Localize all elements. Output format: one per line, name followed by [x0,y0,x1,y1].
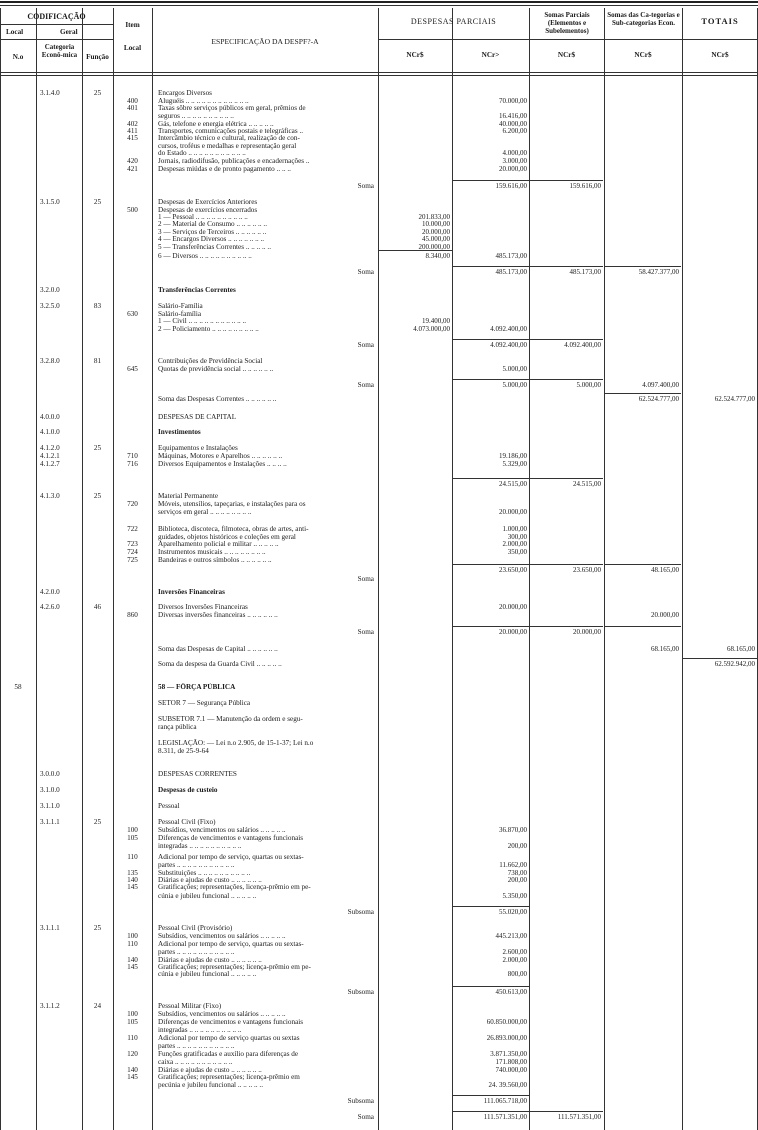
header-somas-categorias: Somas das Ca-tegorias e Sub-categorias Econ. [607,11,680,27]
especificacao-text: SETOR 7 — Segurança Pública [158,699,251,707]
funcao-code: 25 [93,492,102,500]
especificacao-text: 2 — Material de Consumo .. .. .. .. .. .. [158,220,267,228]
especificacao-text: Adicional por tempo de serviço quartas ou sextas [158,1034,300,1042]
especificacao-text: rança pública [158,723,197,731]
categoria-code: 4.1.0.0 [40,428,60,436]
header-ncr-5: NCr$ [711,51,729,59]
especificacao-text: Instrumentos musicais .. .. .. .. .. .. .. .. [158,548,266,556]
especificacao-text: Adicional por tempo de serviço, quartas ou sextas- [158,940,304,948]
especificacao-text: do Estado .. .. .. .. .. .. .. .. .. .. .. [158,149,246,157]
funcao-code: 81 [93,357,102,365]
sum-rule-v2 [452,626,529,627]
especificacao-text: Gratificações; representações; licença-prêmio em pe- [158,963,311,971]
especificacao-text: Material Permanente [158,492,219,500]
especificacao-text: Investimentos [158,428,201,436]
value-v2: 485.173,00 [495,268,527,276]
especificacao-text: 2 — Policiamento .. .. .. .. .. .. .. .. .. [158,325,259,333]
item-code: 710 [127,452,138,460]
especificacao-text: Diárias e ajudas de custo .. .. .. .. .. .. [158,876,262,884]
value-v2: 16.416,00 [499,112,527,120]
especificacao-text: Subsídios, vencimentos ou salários .. .. .. .. .. [158,932,286,940]
categoria-code: 4.0.0.0 [40,413,60,421]
value-v1: 201.833,00 [418,213,450,221]
categoria-code: 4.1.2.1 [40,452,60,460]
value-v4: 4.097.400,00 [642,381,679,389]
especificacao-text: Salário-Família [158,302,203,310]
item-code: 145 [127,883,138,891]
soma-label: Subsoma [347,908,374,916]
item-code: 120 [127,1050,138,1058]
item-code: 421 [127,165,138,173]
especificacao-text: Diversas inversões financeiras .. .. .. .. .. .. [158,611,278,619]
especificacao-text: Diárias e ajudas de custo .. .. .. .. .. .. [158,956,262,964]
soma-label: Soma [357,268,374,276]
sum-rule-v2 [452,1111,529,1112]
header-item: Item [125,21,140,29]
col-rule-v1 [452,8,453,1130]
soma-label: Subsoma [347,988,374,996]
sum-rule-v2 [452,1095,529,1096]
value-v2: 4.092.400,00 [490,341,527,349]
especificacao-text: Contribuições de Previdência Social [158,357,263,365]
sum-rule-v2 [452,906,529,907]
header-ncr-2: NCr> [481,51,500,59]
especificacao-text: Subsídios, vencimentos ou salários .. .. .. .. .. [158,1010,286,1018]
item-code: 145 [127,1073,138,1081]
value-v2: 738,00 [507,869,527,877]
value-v3: 4.092.400,00 [564,341,601,349]
funcao-code: 25 [93,924,102,932]
sum-rule-v3 [529,266,603,267]
especificacao-text: partes .. .. .. .. .. .. .. .. .. .. .. [158,948,235,956]
categoria-code: 3.1.1.1 [40,924,60,932]
sum-rule-v3 [529,339,603,340]
value-v2: 2.600,00 [502,948,527,956]
value-v2: 70.000,00 [499,97,527,105]
value-v5: 68.165,00 [727,645,755,653]
categoria-code: 4.1.2.7 [40,460,60,468]
soma-label: Soma [357,182,374,190]
value-v1: 8.340,00 [425,252,450,260]
categoria-code: 3.1.0.0 [40,786,60,794]
header-no: N.o [12,53,24,61]
item-code: 105 [127,1018,138,1026]
sum-rule-v3 [529,626,603,627]
sum-rule-v3 [529,478,603,479]
value-v2: 20.000,00 [499,508,527,516]
especificacao-text: Aparelhamento policial e militar .. .. .. .. .. [158,540,279,548]
value-v2: 6.200,00 [502,127,527,135]
value-v2: 740.000,00 [495,1066,527,1074]
categoria-code: 3.1.1.0 [40,802,60,810]
especificacao-text: Encargos Diversos [158,89,212,97]
header-bottom-rule [0,72,758,73]
especificacao-text: Diversos Inversões Financeiras [158,603,248,611]
col-rule-v3 [604,8,605,1130]
value-v3: 5.000,00 [576,381,601,389]
categoria-code: 3.2.5.0 [40,302,60,310]
especificacao-text: Bandeiras e outros símbolos .. .. .. .. .. .. [158,556,272,564]
col-rule-cat [82,8,83,1130]
especificacao-text: 5 — Transferências Correntes .. .. .. .. .. [158,243,271,251]
value-v2: 1.000,00 [502,525,527,533]
funcao-code: 25 [93,89,102,97]
col-rule-local [36,8,37,1130]
value-v3: 159.616,00 [569,182,601,190]
especificacao-text: Pessoal Civil (Fixo) [158,818,216,826]
especificacao-text: partes .. .. .. .. .. .. .. .. .. .. .. [158,861,235,869]
item-code: 723 [127,540,138,548]
value-v2: 55.020,00 [499,908,527,916]
item-code: 500 [127,206,138,214]
especificacao-text: DESPESAS DE CAPITAL [158,413,237,421]
especificacao-text: Subsídios, vencimentos ou salários .. .. .. .. .. [158,826,286,834]
especificacao-text: serviços em geral .. .. .. .. .. .. .. .. [158,508,252,516]
especificacao-text: SUBSETOR 7.1 — Manutenção da ordem e segu- [158,715,303,723]
especificacao-text: Aluguéis .. .. .. .. .. .. .. .. .. .. .. .. [158,97,249,105]
categoria-code: 3.1.1.2 [40,1002,60,1010]
header-ncr-4: NCr$ [634,51,652,59]
item-code: 135 [127,869,138,877]
value-v2: 800,00 [507,970,527,978]
local-number: 58 [14,683,22,691]
sum-rule-v3 [529,379,603,380]
value-v2: 5.000,00 [502,381,527,389]
item-code: 645 [127,365,138,373]
header-bottom-rule-2 [0,75,758,76]
header-funcao: Função [86,53,109,61]
especificacao-text: Diferenças de vencimentos e vantagens funcionais [158,1018,304,1026]
especificacao-text: Jornais, radiodifusão, publicações e encadernações .. [158,157,310,165]
especificacao-text: cúnia e jubileu funcional .. .. .. .. .. [158,970,257,978]
especificacao-text: Despesas de Exercícios Anteriores [158,198,258,206]
especificacao-text: Funções gratificadas e auxílio para diferenças de [158,1050,299,1058]
sum-rule-v1 [378,250,452,251]
especificacao-text: cúnia e jubileu funcional .. .. .. .. .. [158,892,257,900]
especificacao-text: Despesas de exercícios encerrados [158,206,258,214]
value-v2: 26.893.000,00 [486,1034,527,1042]
item-code: 724 [127,548,138,556]
value-v2: 20.000,00 [499,628,527,636]
sum-rule-v2 [452,339,529,340]
item-code: 401 [127,104,138,112]
value-v4: 62.524.777,00 [638,395,679,403]
value-v2: 159.616,00 [495,182,527,190]
value-v2: 5.350,00 [502,892,527,900]
soma-label: Soma [357,628,374,636]
especificacao-text: Despesas de custeio [158,786,218,794]
especificacao-text: integradas .. .. .. .. .. .. .. .. .. .. [158,842,242,850]
soma-label: Soma [357,381,374,389]
value-v3: 485.173,00 [569,268,601,276]
item-code: 140 [127,876,138,884]
item-code: 100 [127,932,138,940]
top-rule [0,1,758,3]
value-v3: 111.571.351,00 [557,1113,601,1121]
especificacao-text: Diferenças de vencimentos e vantagens funcionais [158,834,304,842]
value-v2: 3.871.350,00 [490,1050,527,1058]
value-v2: 24.515,00 [499,480,527,488]
value-v1: 4.073.000,00 [413,325,450,333]
soma-label: Subsoma [347,1097,374,1105]
col-rule-v2 [529,8,530,1130]
col-rule-item [152,8,153,1130]
item-code: 411 [127,127,138,135]
header-codificacao: CODIFICAÇÃO [27,12,86,21]
value-v2: 350,00 [507,548,527,556]
header-especificacao: ESPECIFICAÇÃO DA DESPF?-A [211,37,319,46]
item-code: 402 [127,120,138,128]
value-v2: 36.870,00 [499,826,527,834]
item-code: 720 [127,500,138,508]
top-rule-2 [0,5,758,6]
especificacao-text: Equipamentos e Instalações [158,444,238,452]
sum-rule-v2 [452,180,529,181]
header-ncr-1: NCr$ [406,51,424,59]
item-code: 725 [127,556,138,564]
categoria-code: 4.2.6.0 [40,603,60,611]
value-v2: 200,00 [507,876,527,884]
categoria-code: 4.1.2.0 [40,444,60,452]
especificacao-text: Transportes, comunicações postais e telegráficas .. [158,127,304,135]
funcao-code: 25 [93,818,102,826]
especificacao-text: Móveis, utensílios, tapeçarias, e instalações para os [158,500,306,508]
item-code: 110 [127,940,138,948]
sum-rule-v3 [529,180,603,181]
item-code: 630 [127,310,138,318]
value-v2: 11.662,00 [499,861,527,869]
value-v2: 5.329,00 [502,460,527,468]
item-code: 716 [127,460,138,468]
categoria-code: 3.1.4.0 [40,89,60,97]
especificacao-text: Diárias e ajudas de custo .. .. .. .. .. .. [158,1066,262,1074]
value-v1: 200.000,00 [418,243,450,251]
categoria-code: 4.2.0.0 [40,588,60,596]
value-v2: 23.650,00 [499,566,527,574]
soma-label: Soma [357,575,374,583]
col-rule-v4 [682,8,683,1130]
funcao-code: 83 [93,302,102,310]
especificacao-text: Soma das Despesas de Capital .. .. .. .. .. .. [158,645,278,653]
header-item-local: Local [123,44,142,52]
value-v2: 3.000,00 [502,157,527,165]
especificacao-text: Soma da despesa da Guarda Civil .. .. .. .. .. [158,660,282,668]
value-v2: 20.000,00 [499,603,527,611]
value-v2: 2.000,00 [502,956,527,964]
sum-rule-v2 [452,266,529,267]
header-local: Local [6,28,24,36]
especificacao-text: Substituições .. .. .. .. .. .. .. .. .. .. [158,869,251,877]
sum-rule-v4 [604,626,681,627]
value-v2: 485.173,00 [495,252,527,260]
especificacao-text: 6 — Diversos .. .. .. .. .. .. .. .. .. .. [158,252,252,260]
especificacao-text: Gás, telefone e energia elétrica .. .. .. .. .. [158,120,274,128]
especificacao-text: guidades, objetos históricos e coleções em geral [158,533,296,541]
especificacao-text: Inversões Financeiras [158,588,225,596]
funcao-code: 24 [93,1002,102,1010]
value-v2: 200,00 [507,842,527,850]
especificacao-text: Quotas de previdência social .. .. .. .. .. .. [158,365,274,373]
especificacao-text: Pessoal Civil (Provisório) [158,924,233,932]
categoria-code: 3.2.0.0 [40,286,60,294]
sum-rule-v4 [604,266,681,267]
sum-rule-v2 [452,379,529,380]
value-v2: 2.000,00 [502,540,527,548]
value-v1: 45.000,00 [422,235,450,243]
col-rule-esp [378,8,379,1130]
value-v2: 111.065.718,00 [483,1097,527,1105]
soma-label: Soma [357,341,374,349]
sum-rule-v2 [452,478,529,479]
sum-rule-v4 [604,393,681,394]
item-code: 145 [127,963,138,971]
especificacao-text: Intercâmbio técnico e cultural, realização de con- [158,134,300,142]
especificacao-text: 1 — Pessoal .. .. .. .. .. .. .. .. .. .. [158,213,248,221]
funcao-code: 25 [93,444,102,452]
especificacao-text: caixa .. .. .. .. .. .. .. .. .. .. .. [158,1058,233,1066]
header-rule-geral [0,39,113,40]
value-v4: 58.427.377,00 [638,268,679,276]
especificacao-text: DESPESAS CORRENTES [158,770,237,778]
header-geral: Geral [60,28,78,36]
value-v4: 68.165,00 [651,645,679,653]
header-rule-values [378,39,758,40]
item-code: 105 [127,834,138,842]
soma-label: Soma [357,1113,374,1121]
value-v2: 450.613,00 [495,988,527,996]
value-v1: 19.400,00 [422,317,450,325]
especificacao-text: cursos, troféus e medalhas e representação geral [158,142,297,150]
funcao-code: 46 [93,603,102,611]
header-ncr-3: NCr$ [557,51,576,59]
categoria-code: 4.1.3.0 [40,492,60,500]
especificacao-text: Adicional por tempo de serviço, quartas ou sextas- [158,853,304,861]
value-v2: 19.186,00 [499,452,527,460]
especificacao-text: 1 — Civil .. .. .. .. .. .. .. .. .. .. .. [158,317,247,325]
especificacao-text: 58 — FÔRÇA PÚBLICA [158,683,236,691]
especificacao-text: seguros .. .. .. .. .. .. .. .. .. .. [158,112,234,120]
especificacao-text: integradas .. .. .. .. .. .. .. .. .. .. [158,1026,242,1034]
value-v1: 10.000,00 [422,220,450,228]
value-v2: 300,00 [507,533,527,541]
col-rule-0 [0,8,1,1130]
header-totais: TOTAIS [701,16,739,26]
especificacao-text: LEGISLAÇÃO: — Lei n.o 2.905, de 15-1-37; Lei n.o [158,739,314,747]
especificacao-text: partes .. .. .. .. .. .. .. .. .. .. .. [158,1042,235,1050]
value-v2: 24. 39.560,00 [488,1081,527,1089]
especificacao-text: Salário-família [158,310,202,318]
value-v2: 171.808,00 [495,1058,527,1066]
value-v2: 4.092.400,00 [490,325,527,333]
categoria-code: 3.2.8.0 [40,357,60,365]
item-code: 860 [127,611,138,619]
especificacao-text: 3 — Serviços de Terceiros .. .. .. .. .. .. [158,228,267,236]
especificacao-text: Máquinas, Motores e Aparelhos .. .. .. .. .. .. [158,452,283,460]
especificacao-text: Gratificações; representações, licença-prêmio em pe- [158,883,311,891]
categoria-code: 3.1.5.0 [40,198,60,206]
header-somas-parciais: Somas Parciais (Elementos e Subelementos) [544,11,590,35]
especificacao-text: Taxas sôbre serviços públicos em geral, prêmios de [158,104,306,112]
value-v2: 5.000,00 [502,365,527,373]
value-v3: 20.000,00 [573,628,601,636]
value-v2: 20.000,00 [499,165,527,173]
especificacao-text: Biblioteca, discoteca, filmoteca, obras de artes, anti- [158,525,309,533]
especificacao-text: Diversos Equipamentos e Instalações .. .. .. .. [158,460,287,468]
item-code: 110 [127,853,138,861]
especificacao-text: Pessoal Militar (Fixo) [158,1002,222,1010]
value-v4: 48.165,00 [651,566,679,574]
especificacao-text: Gratificações; representações; licença-prêmio em [158,1073,300,1081]
item-code: 415 [127,134,138,142]
item-code: 722 [127,525,138,533]
item-code: 110 [127,1034,138,1042]
item-code: 400 [127,97,138,105]
value-v4: 20.000,00 [651,611,679,619]
header-despesas-parciais: DESPESAS PARCIAIS [410,17,497,26]
value-v3: 24.515,00 [573,480,601,488]
value-v5: 62.524.777,00 [714,395,755,403]
especificacao-text: Pessoal [158,802,180,810]
header-rule-cod [0,24,113,25]
value-v2: 40.000,00 [499,120,527,128]
especificacao-text: 8.311, de 25-9-64 [158,747,209,755]
especificacao-text: Despesas miúdas e de pronto pagamento .. .. .. [158,165,291,173]
funcao-code: 25 [93,198,102,206]
categoria-code: 3.1.1.1 [40,818,60,826]
especificacao-text: Transferências Correntes [158,286,236,294]
header-categoria: Categoria Econô-mica [41,43,78,59]
value-v2: 60.850.000,00 [486,1018,527,1026]
item-code: 420 [127,157,138,165]
value-v2: 4.000,00 [502,149,527,157]
sum-rule-v4 [604,564,681,565]
sum-rule-v2 [452,986,529,987]
value-v2: 445.213,00 [495,932,527,940]
especificacao-text: Soma das Despesas Correntes .. .. .. .. .. .. [158,395,277,403]
sum-rule-v3 [529,564,603,565]
item-code: 100 [127,1010,138,1018]
value-v2: 111.571.351,00 [483,1113,527,1121]
categoria-code: 3.0.0.0 [40,770,60,778]
sum-rule-v3 [529,1111,603,1112]
value-v3: 23.650,00 [573,566,601,574]
sum-rule-v2 [452,564,529,565]
item-code: 140 [127,1066,138,1074]
sum-rule-v5 [682,658,757,659]
value-v1: 20.000,00 [422,228,450,236]
value-v5: 62.592.942,00 [714,660,755,668]
item-code: 100 [127,826,138,834]
especificacao-text: 4 — Encargos Diversos .. .. .. .. .. .. .. [158,235,265,243]
item-code: 140 [127,956,138,964]
especificacao-text: pecúnia e jubileu funcional .. .. .. .. .. [158,1081,263,1089]
